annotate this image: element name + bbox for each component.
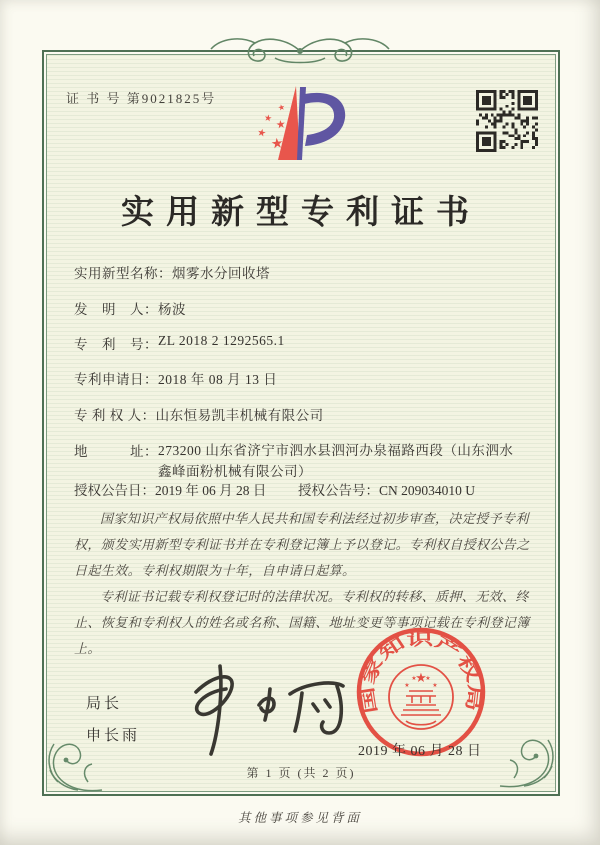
- footer-note: 其他事项参见背面: [237, 811, 362, 825]
- star-icon: ★: [263, 112, 273, 124]
- floral-ornament-icon: [205, 34, 395, 68]
- certificate-title: 实用新型专利证书: [121, 195, 481, 231]
- star-icon: ★: [275, 118, 287, 132]
- field-address: [74, 440, 516, 482]
- field-label: 地 址：: [74, 444, 158, 459]
- field-value: 山东恒易凯丰机械有限公司: [155, 408, 324, 423]
- grant-date-value: 2019 年 06 月 28 日: [155, 483, 267, 498]
- national-emblem-icon: [389, 665, 453, 729]
- commissioner-block: [86, 692, 140, 756]
- star-icon: ★: [277, 102, 286, 113]
- field-label: 实用新型名称：: [74, 266, 172, 281]
- field-patentee: [74, 404, 324, 424]
- page-number: 第 1 页 (共 2 页): [246, 766, 356, 780]
- field-value: 杨波: [158, 302, 186, 317]
- field-value: 烟雾水分回收塔: [172, 266, 270, 281]
- star-icon: ★: [270, 136, 285, 153]
- field-patent-name: [74, 262, 270, 282]
- field-label: 专 利 号：: [74, 337, 158, 352]
- certificate-number: 证 书 号 第9021825号: [66, 91, 217, 106]
- field-value: 273200 山东省济宁市泗水县泗河办泉福路西段（山东泗水鑫峰面粉机械有限公司）: [158, 443, 514, 479]
- field-label: 专 利 权 人：: [74, 408, 156, 423]
- legal-paragraph-1: 国家知识产权局依照中华人民共和国专利法经过初步审查，决定授予专利权，颁发实用新型专利证书并在专利登记簿上予以登记。专利权自授权公告之日起生效。专利权期限为十年，自申请日起算。: [74, 511, 530, 578]
- commissioner-title: 局长: [86, 695, 123, 712]
- field-inventor: [74, 298, 186, 318]
- cnipa-patent-logo-icon: [250, 80, 362, 168]
- star-icon: ★: [256, 127, 268, 140]
- field-patent-number: [74, 333, 285, 353]
- svg-text:★: ★: [404, 683, 410, 689]
- field-filing-date: [74, 368, 277, 388]
- grant-no-value: CN 209034010 U: [379, 483, 476, 498]
- grant-no-label: 授权公告号：: [298, 483, 379, 498]
- svg-text:★: ★: [425, 676, 431, 682]
- qr-code-icon: [476, 90, 538, 152]
- seal-text: 国家知识产权局: [358, 629, 485, 715]
- svg-text:★: ★: [432, 683, 438, 689]
- field-value: ZL 2018 2 1292565.1: [158, 333, 285, 348]
- handwritten-signature-icon: [168, 652, 348, 767]
- field-value: 2018 年 08 月 13 日: [158, 372, 278, 387]
- svg-text:★: ★: [415, 670, 427, 685]
- corner-flourish-icon: [496, 716, 558, 794]
- field-label: 专利申请日：: [74, 372, 158, 387]
- official-seal-icon: [354, 625, 488, 759]
- seal-date: 2019 年 06 月 28 日: [358, 744, 482, 759]
- grant-row: [74, 479, 530, 499]
- svg-text:★: ★: [411, 676, 417, 682]
- grant-date-label: 授权公告日：: [74, 483, 155, 498]
- field-label: 发 明 人：: [74, 302, 158, 317]
- legal-paragraph-2: 专利证书记载专利权登记时的法律状况。专利权的转移、质押、无效、终止、恢复和专利权人的姓名或名称、国籍、地址变更等事项记载在专利登记簿上。: [74, 589, 530, 656]
- commissioner-name: 申长雨: [86, 727, 141, 744]
